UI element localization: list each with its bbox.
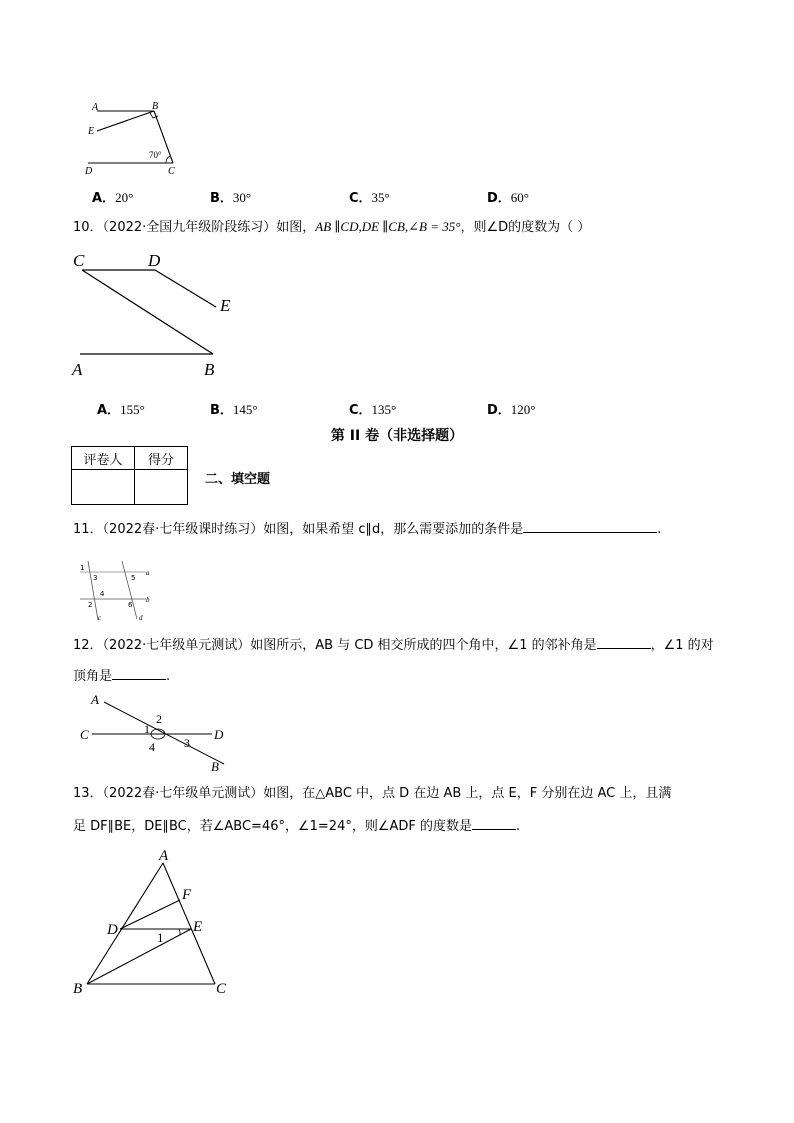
q12-line1: 12．（2022·七年级单元测试）如图所示，AB 与 CD 相交所成的四个角中，∠1 的邻补角是	[73, 638, 597, 653]
fig9-label-b: B	[152, 101, 159, 112]
option-value: 30°	[232, 190, 252, 205]
fig11-label-c: c	[98, 614, 102, 622]
fig9-angle-label: 70°	[149, 150, 162, 160]
fig13-label-f: F	[182, 887, 192, 903]
q12-answer-blank-2[interactable]	[112, 665, 166, 680]
score-table	[71, 446, 188, 505]
fig13-label-a: A	[159, 848, 169, 864]
option-value: 35°	[371, 190, 390, 205]
option-letter: A．	[92, 191, 116, 206]
q13-line1: 13．（2022春·七年级单元测试）如图，在△ABC 中，点 D 在边 AB 上，点 E，F 分别在边 AC 上，且满	[73, 786, 672, 801]
fig10-label-e: E	[220, 296, 231, 315]
q9-option-a[interactable]	[92, 187, 133, 206]
option-letter: A．	[97, 403, 121, 418]
option-value: 20°	[115, 190, 134, 205]
option-letter: D．	[487, 191, 511, 206]
fig11-label-b: b	[146, 596, 150, 604]
section-title: 第 II 卷（非选择题）	[330, 428, 464, 444]
fig12-label-a: A	[91, 692, 99, 707]
q9-option-c[interactable]	[349, 187, 390, 206]
fig11-label-d: d	[139, 614, 143, 622]
figure-q11	[78, 558, 160, 622]
q12-answer-blank-1[interactable]	[597, 634, 651, 649]
q11-end: .	[657, 522, 662, 537]
fig11-label-6: 6	[128, 601, 133, 609]
q11-answer-blank[interactable]	[523, 518, 657, 533]
figure-q10	[70, 248, 250, 383]
q10-option-c[interactable]	[349, 399, 396, 418]
fig10-label-b: B	[204, 360, 215, 379]
fig11-label-1: 1	[80, 564, 85, 572]
fig10-label-d: D	[148, 251, 161, 270]
fig13-label-e: E	[193, 919, 203, 935]
option-value: 60°	[510, 190, 529, 205]
q13-end: .	[516, 819, 521, 834]
figure-q9	[80, 96, 190, 178]
question-13-line-1	[73, 784, 671, 804]
question-10	[73, 217, 590, 238]
option-value: 155°	[120, 402, 145, 417]
fig12-label-2: 2	[156, 712, 162, 726]
q10-option-d[interactable]	[487, 399, 536, 418]
fig11-label-5: 5	[131, 574, 136, 582]
fig12-label-d: D	[214, 727, 224, 742]
fig10-label-c: C	[73, 251, 85, 270]
fig9-label-e: E	[88, 126, 95, 137]
fig12-label-b: B	[211, 759, 219, 774]
option-value: 145°	[232, 402, 258, 417]
fig9-label-a: A	[92, 102, 99, 113]
option-value: 120°	[510, 402, 536, 417]
q10-math: AB ∥CD,DE ∥CB,∠B = 35°	[315, 219, 461, 234]
fig13-label-1: 1	[157, 930, 164, 945]
score-table-reviewer-header: 评卷人	[72, 447, 135, 470]
q12-line2: 顶角是	[73, 669, 113, 684]
fig11-label-2: 2	[88, 601, 93, 609]
fig9-label-d: D	[85, 166, 93, 177]
q13-answer-blank[interactable]	[472, 815, 516, 830]
option-value: 135°	[371, 402, 397, 417]
option-letter: C．	[349, 191, 372, 206]
q9-option-b[interactable]	[210, 187, 251, 206]
fig13-label-c: C	[216, 981, 227, 997]
fig12-label-4: 4	[149, 740, 155, 754]
q10-option-a[interactable]	[97, 399, 145, 418]
question-11	[73, 518, 661, 540]
q12-end: .	[166, 669, 171, 684]
q11-text: 11．（2022春·七年级课时练习）如图，如果希望 c∥d，那么需要添加的条件是	[73, 522, 524, 537]
fig12-label-c: C	[80, 727, 89, 742]
question-12-line-1	[73, 634, 714, 656]
q10-option-b[interactable]	[210, 399, 258, 418]
q9-option-d[interactable]	[487, 187, 529, 206]
fig10-label-a: A	[72, 360, 83, 379]
fig13-label-d: D	[107, 922, 118, 938]
question-13-line-2	[73, 815, 520, 837]
q10-suffix: ，则∠D的度数为（ ）	[460, 220, 591, 235]
question-12-line-2	[73, 665, 170, 687]
fig13-label-b: B	[73, 981, 83, 997]
score-table-score-header: 得分	[135, 447, 188, 470]
fig12-label-3: 3	[184, 736, 190, 750]
q13-line2: 足 DF∥BE，DE∥BC，若∠ABC=46°，∠1=24°，则∠ADF 的度数是	[73, 819, 473, 834]
q10-prefix: 10．（2022·全国九年级阶段练习）如图，	[73, 220, 316, 235]
fig12-label-1: 1	[144, 722, 150, 736]
figure-q13	[70, 845, 240, 1000]
option-letter: D．	[487, 403, 511, 418]
fig11-label-a: a	[146, 569, 150, 577]
option-letter: B．	[210, 191, 233, 206]
q12-mid: ，∠1 的对	[650, 638, 714, 653]
score-table-reviewer-cell[interactable]	[72, 470, 135, 505]
option-letter: C．	[349, 403, 372, 418]
figure-q12	[78, 692, 238, 776]
fig11-label-4: 4	[100, 590, 105, 598]
part-title: 二、填空题	[205, 472, 271, 487]
fig9-label-c: C	[168, 166, 175, 177]
score-table-score-cell[interactable]	[135, 470, 188, 505]
fig11-label-3: 3	[93, 574, 98, 582]
option-letter: B．	[210, 403, 233, 418]
